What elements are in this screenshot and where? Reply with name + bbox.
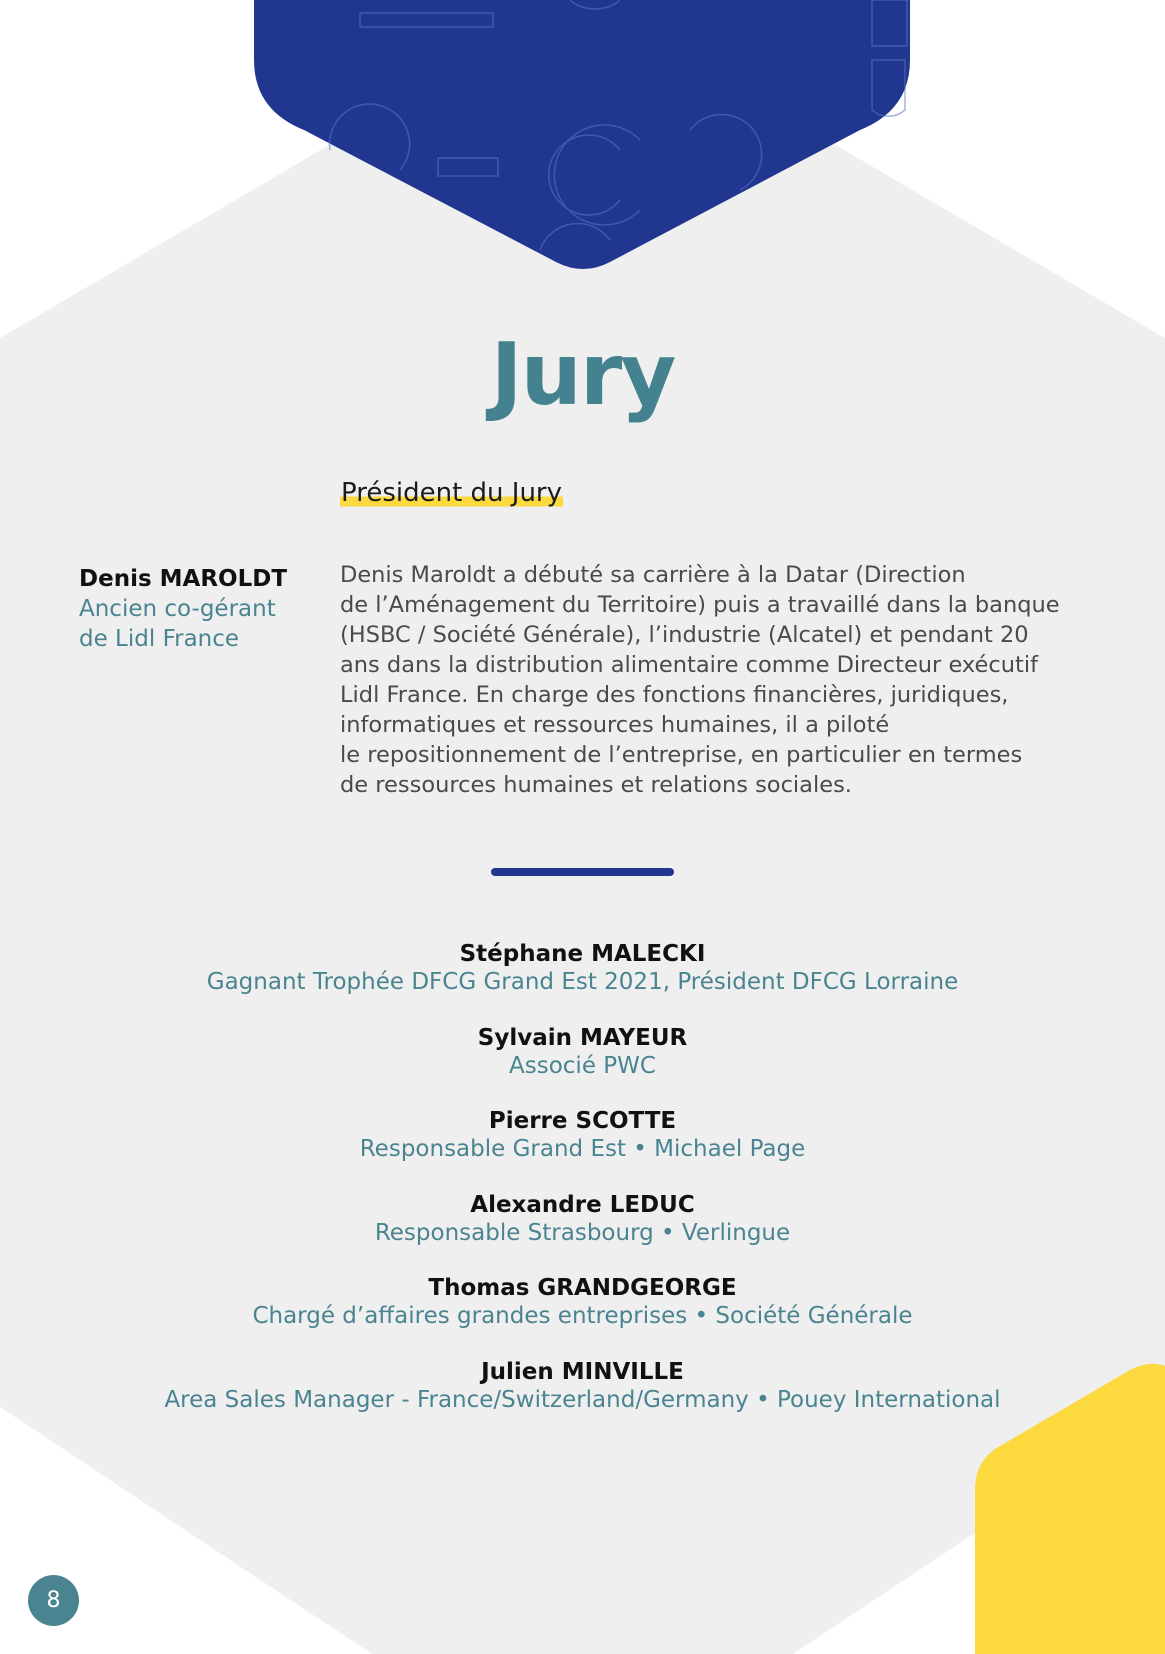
bio-line: informatiques et ressources humaines, il a piloté <box>340 712 890 738</box>
jury-members-list <box>0 940 1165 1441</box>
president-role-line: Ancien co-gérant <box>79 596 276 622</box>
member-name: Thomas GRANDGEORGE <box>428 1275 737 1301</box>
jury-member <box>0 1107 1165 1191</box>
jury-member <box>0 1024 1165 1108</box>
jury-member <box>0 1274 1165 1358</box>
section-divider <box>491 868 674 876</box>
president-bio <box>340 560 1060 800</box>
member-role: Gagnant Trophée DFCG Grand Est 2021, Président DFCG Lorraine <box>206 969 959 995</box>
president-role <box>79 594 309 654</box>
bio-line: Lidl France. En charge des fonctions financières, juridiques, <box>340 682 1009 708</box>
jury-member <box>0 1358 1165 1442</box>
member-name: Sylvain MAYEUR <box>477 1024 688 1051</box>
member-role: Associé PWC <box>509 1052 656 1079</box>
bio-line: de ressources humaines et relations sociales. <box>340 772 852 798</box>
bio-line: de l’Aménagement du Territoire) puis a travaillé dans la banque <box>340 592 1060 618</box>
member-name: Stéphane MALECKI <box>459 941 706 967</box>
jury-member <box>0 940 1165 1024</box>
member-role: Responsable Grand Est • Michael Page <box>359 1136 806 1162</box>
page-title: Jury <box>490 325 675 425</box>
jury-member <box>0 1191 1165 1275</box>
member-role: Area Sales Manager - France/Switzerland/Germany • Pouey International <box>164 1386 1001 1413</box>
president-name: Denis MAROLDT <box>79 566 288 592</box>
member-name: Alexandre LEDUC <box>470 1191 695 1218</box>
president-label: Président du Jury <box>341 478 563 508</box>
president-role-line: de Lidl France <box>79 626 240 652</box>
member-role: Responsable Strasbourg • Verlingue <box>374 1219 791 1246</box>
member-role: Chargé d’affaires grandes entreprises • Société Générale <box>252 1303 913 1329</box>
bio-line: (HSBC / Société Générale), l’industrie (Alcatel) et pendant 20 <box>340 622 1029 648</box>
bio-line: Denis Maroldt a débuté sa carrière à la Datar (Direction <box>340 562 966 588</box>
bio-line: le repositionnement de l’entreprise, en particulier en termes <box>340 742 1023 768</box>
bio-line: ans dans la distribution alimentaire comme Directeur exécutif <box>340 652 1038 678</box>
member-name: Julien MINVILLE <box>481 1358 684 1385</box>
page-number-badge: 8 <box>28 1575 79 1626</box>
member-name: Pierre SCOTTE <box>488 1108 677 1134</box>
